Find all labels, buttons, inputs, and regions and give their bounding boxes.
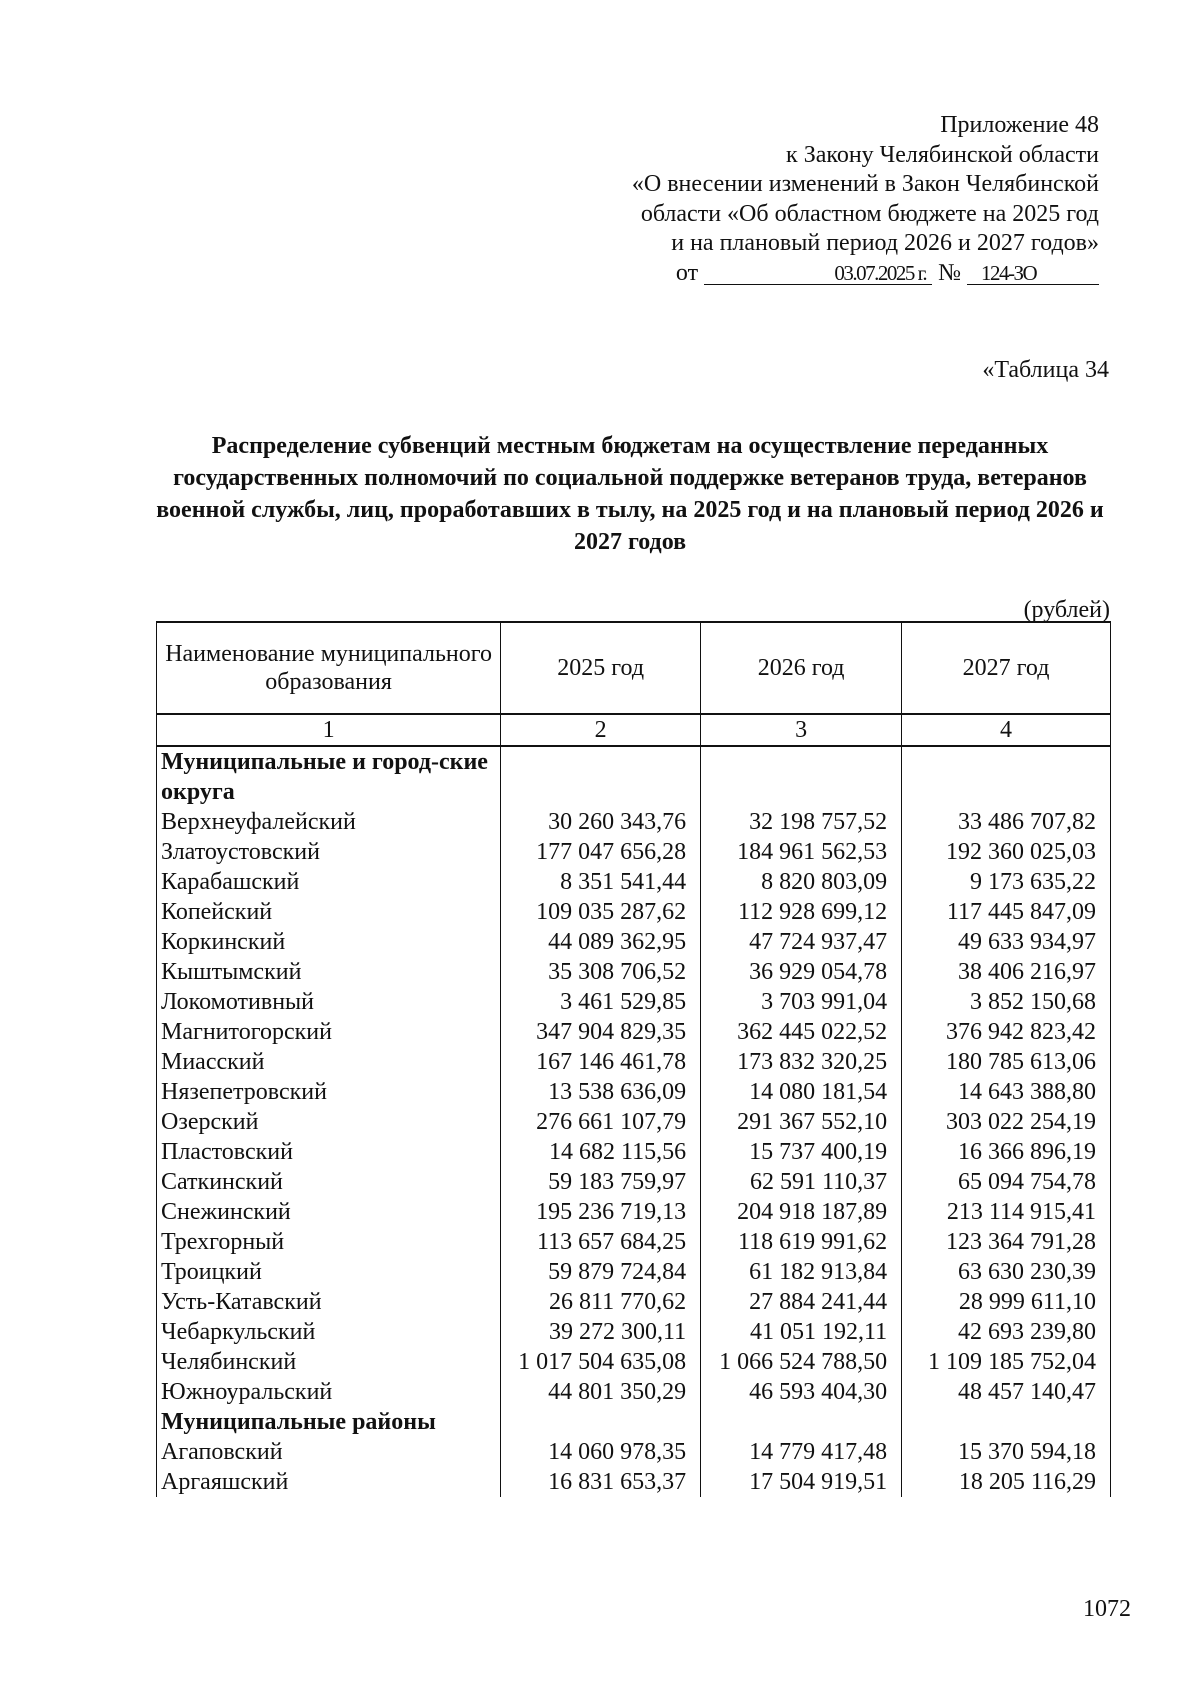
value-2027: 3 852 150,68 <box>902 987 1111 1017</box>
value-2025: 8 351 541,44 <box>501 867 701 897</box>
municipality-name: Копейский <box>157 897 501 927</box>
value-2026: 36 929 054,78 <box>701 957 902 987</box>
municipality-name: Озерский <box>157 1107 501 1137</box>
column-number: 3 <box>701 714 902 746</box>
municipality-name: Магнитогорский <box>157 1017 501 1047</box>
appendix-line: Приложение 48 <box>940 112 1099 138</box>
value-2027: 48 457 140,47 <box>902 1377 1111 1407</box>
column-number: 2 <box>501 714 701 746</box>
table-row <box>157 1317 1111 1347</box>
table-row <box>157 867 1111 897</box>
value-2025: 14 060 978,35 <box>501 1437 701 1467</box>
appendix-header <box>539 111 1099 288</box>
municipality-name: Верхнеуфалейский <box>157 807 501 837</box>
table-row <box>157 1107 1111 1137</box>
law-number: 124-ЗО <box>967 261 1099 285</box>
value-2027: 1 109 185 752,04 <box>902 1347 1111 1377</box>
municipality-name: Златоустовский <box>157 837 501 867</box>
value-2026 <box>701 746 902 807</box>
table-row <box>157 1377 1111 1407</box>
value-2027: 117 445 847,09 <box>902 897 1111 927</box>
value-2025: 195 236 719,13 <box>501 1197 701 1227</box>
value-2025: 347 904 829,35 <box>501 1017 701 1047</box>
value-2026: 173 832 320,25 <box>701 1047 902 1077</box>
municipality-name: Кыштымский <box>157 957 501 987</box>
municipality-name: Чебаркульский <box>157 1317 501 1347</box>
value-2027: 192 360 025,03 <box>902 837 1111 867</box>
municipality-name: Муниципальные и город-ские округа <box>157 746 501 807</box>
value-2025: 177 047 656,28 <box>501 837 701 867</box>
law-date: 03.07.2025 г. <box>704 261 932 285</box>
municipality-name: Нязепетровский <box>157 1077 501 1107</box>
table-row <box>157 957 1111 987</box>
value-2027: 213 114 915,41 <box>902 1197 1111 1227</box>
value-2025: 44 801 350,29 <box>501 1377 701 1407</box>
value-2027: 28 999 611,10 <box>902 1287 1111 1317</box>
municipality-name: Снежинский <box>157 1197 501 1227</box>
table-row <box>157 1047 1111 1077</box>
value-2026: 362 445 022,52 <box>701 1017 902 1047</box>
value-2027: 303 022 254,19 <box>902 1107 1111 1137</box>
value-2025: 167 146 461,78 <box>501 1047 701 1077</box>
table-row <box>157 1017 1111 1047</box>
appendix-line: «О внесении изменений в Закон Челябинской <box>631 171 1099 197</box>
table-group-row <box>157 746 1111 807</box>
value-2025: 26 811 770,62 <box>501 1287 701 1317</box>
municipality-name: Пластовский <box>157 1137 501 1167</box>
value-2026: 41 051 192,11 <box>701 1317 902 1347</box>
municipality-name: Локомотивный <box>157 987 501 1017</box>
value-2025: 3 461 529,85 <box>501 987 701 1017</box>
value-2025 <box>501 746 701 807</box>
value-2026: 291 367 552,10 <box>701 1107 902 1137</box>
municipality-name: Коркинский <box>157 927 501 957</box>
value-2025: 39 272 300,11 <box>501 1317 701 1347</box>
value-2026: 32 198 757,52 <box>701 807 902 837</box>
municipality-name: Миасский <box>157 1047 501 1077</box>
value-2026: 27 884 241,44 <box>701 1287 902 1317</box>
value-2025: 16 831 653,37 <box>501 1467 701 1497</box>
column-number: 4 <box>902 714 1111 746</box>
from-label: от <box>675 259 699 286</box>
value-2025: 30 260 343,76 <box>501 807 701 837</box>
value-2027: 123 364 791,28 <box>902 1227 1111 1257</box>
value-2026: 8 820 803,09 <box>701 867 902 897</box>
value-2027: 15 370 594,18 <box>902 1437 1111 1467</box>
value-2026: 62 591 110,37 <box>701 1167 902 1197</box>
value-2027: 16 366 896,19 <box>902 1137 1111 1167</box>
value-2025: 59 879 724,84 <box>501 1257 701 1287</box>
value-2026: 14 080 181,54 <box>701 1077 902 1107</box>
value-2025 <box>501 1407 701 1437</box>
table-row <box>157 1437 1111 1467</box>
table-row <box>157 1167 1111 1197</box>
appendix-line: к Закону Челябинской области <box>786 141 1099 168</box>
column-header-2025: 2025 год <box>501 622 701 714</box>
appendix-line: области «Об областном бюджете на 2025 год <box>640 200 1099 227</box>
municipality-name: Челябинский <box>157 1347 501 1377</box>
value-2027: 376 942 823,42 <box>902 1017 1111 1047</box>
value-2027: 38 406 216,97 <box>902 957 1111 987</box>
value-2026: 3 703 991,04 <box>701 987 902 1017</box>
page-number: 1072 <box>1083 1596 1131 1622</box>
value-2025: 1 017 504 635,08 <box>501 1347 701 1377</box>
value-2025: 14 682 115,56 <box>501 1137 701 1167</box>
municipality-name: Усть-Катавский <box>157 1287 501 1317</box>
table-row <box>157 1287 1111 1317</box>
number-label: № <box>938 259 961 286</box>
municipality-name: Карабашский <box>157 867 501 897</box>
table-row <box>157 1197 1111 1227</box>
column-number-row <box>157 714 1111 746</box>
table-row <box>157 1347 1111 1377</box>
value-2027: 33 486 707,82 <box>902 807 1111 837</box>
value-2027: 9 173 635,22 <box>902 867 1111 897</box>
value-2026 <box>701 1407 902 1437</box>
value-2025: 276 661 107,79 <box>501 1107 701 1137</box>
appendix-line: и на плановый период 2026 и 2027 годов» <box>671 230 1099 256</box>
column-number: 1 <box>157 714 501 746</box>
table-row <box>157 1227 1111 1257</box>
value-2027: 65 094 754,78 <box>902 1167 1111 1197</box>
table-row <box>157 1137 1111 1167</box>
table-row <box>157 807 1111 837</box>
table-label: «Таблица 34 <box>982 357 1109 383</box>
value-2026: 15 737 400,19 <box>701 1137 902 1167</box>
value-2026: 14 779 417,48 <box>701 1437 902 1467</box>
document-title: Распределение субвенций местным бюджетам на осуществление переданных государственных полномочий по социальной поддержке ветеранов труда, ветеранов военной службы, лиц, проработавших в тылу, на 2025 год и на плановый период 2026 и 2027 годов <box>156 433 1104 555</box>
value-2026: 204 918 187,89 <box>701 1197 902 1227</box>
value-2027 <box>902 1407 1111 1437</box>
value-2027: 180 785 613,06 <box>902 1047 1111 1077</box>
value-2025: 59 183 759,97 <box>501 1167 701 1197</box>
municipality-name: Трехгорный <box>157 1227 501 1257</box>
value-2027: 14 643 388,80 <box>902 1077 1111 1107</box>
value-2026: 118 619 991,62 <box>701 1227 902 1257</box>
value-2027: 63 630 230,39 <box>902 1257 1111 1287</box>
municipality-name: Южноуральский <box>157 1377 501 1407</box>
subvention-table <box>156 621 1111 1497</box>
municipality-name: Саткинский <box>157 1167 501 1197</box>
table-row <box>157 837 1111 867</box>
table-row <box>157 897 1111 927</box>
value-2025: 13 538 636,09 <box>501 1077 701 1107</box>
table-header-row <box>157 622 1111 714</box>
table-row <box>157 1257 1111 1287</box>
value-2026: 46 593 404,30 <box>701 1377 902 1407</box>
value-2025: 35 308 706,52 <box>501 957 701 987</box>
value-2027 <box>902 746 1111 807</box>
table-group-row <box>157 1407 1111 1437</box>
table-body <box>157 746 1111 1497</box>
value-2026: 184 961 562,53 <box>701 837 902 867</box>
value-2025: 113 657 684,25 <box>501 1227 701 1257</box>
municipality-name: Агаповский <box>157 1437 501 1467</box>
value-2027: 49 633 934,97 <box>902 927 1111 957</box>
table-row <box>157 1077 1111 1107</box>
municipality-name: Аргаяшский <box>157 1467 501 1497</box>
table-row <box>157 927 1111 957</box>
table-row <box>157 1467 1111 1497</box>
column-header-2027: 2027 год <box>902 622 1111 714</box>
table-row <box>157 987 1111 1017</box>
value-2026: 61 182 913,84 <box>701 1257 902 1287</box>
municipality-name: Троицкий <box>157 1257 501 1287</box>
value-2027: 18 205 116,29 <box>902 1467 1111 1497</box>
municipality-name: Муниципальные районы <box>157 1407 501 1437</box>
value-2026: 112 928 699,12 <box>701 897 902 927</box>
value-2026: 17 504 919,51 <box>701 1467 902 1497</box>
value-2027: 42 693 239,80 <box>902 1317 1111 1347</box>
units-label: (рублей) <box>1023 597 1110 623</box>
law-reference-line <box>539 259 1099 289</box>
column-header-2026: 2026 год <box>701 622 902 714</box>
value-2025: 109 035 287,62 <box>501 897 701 927</box>
value-2026: 47 724 937,47 <box>701 927 902 957</box>
column-header-name: Наименование муниципального образования <box>157 622 501 714</box>
value-2025: 44 089 362,95 <box>501 927 701 957</box>
value-2026: 1 066 524 788,50 <box>701 1347 902 1377</box>
